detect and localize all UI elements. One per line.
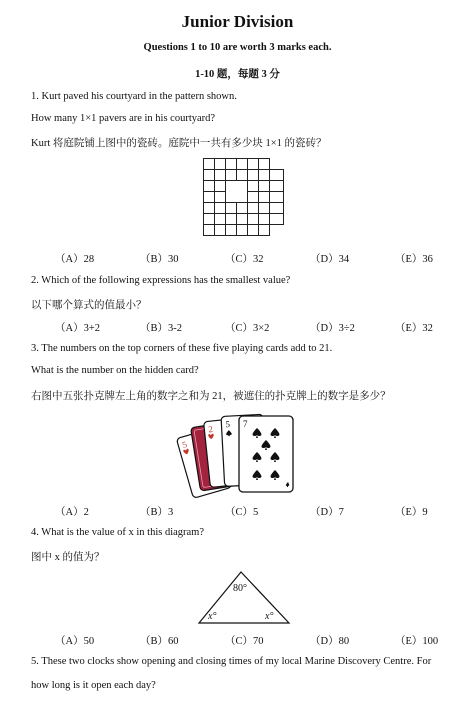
- angle-right-label: x°: [265, 611, 274, 622]
- q3-option-d[interactable]: （D）7: [310, 507, 344, 518]
- q1-text-line-1: 1. Kurt paved his courtyard in the pattern shown.: [31, 91, 237, 102]
- q4-option-e[interactable]: （E）100: [395, 636, 439, 647]
- card-3-value: 5: [225, 419, 231, 430]
- q4-option-c[interactable]: （C）70: [225, 636, 264, 647]
- q3-text-line-1: 3. The numbers on the top corners of these five playing cards add to 21.: [31, 343, 333, 354]
- triangle-diagram: [195, 570, 295, 628]
- angle-left-label: x°: [208, 611, 217, 622]
- q1-option-d[interactable]: （D）34: [310, 254, 350, 265]
- q3-option-c[interactable]: （C）5: [225, 507, 259, 518]
- q1-option-e[interactable]: （E）36: [395, 254, 433, 265]
- q3-option-b[interactable]: （B）3: [140, 507, 174, 518]
- q4-option-d[interactable]: （D）80: [310, 636, 350, 647]
- q4-text-line-2: 图中 x 的值为？: [31, 552, 105, 563]
- q1-option-c[interactable]: （C）32: [225, 254, 264, 265]
- q1-option-b[interactable]: （B）30: [140, 254, 179, 265]
- q2-option-d[interactable]: （D）3÷2: [310, 323, 355, 334]
- q5-text-line-1: 5. These two clocks show opening and closing times of my local Marine Discovery Centre. For: [31, 656, 432, 667]
- q3-option-e[interactable]: （E）9: [395, 507, 428, 518]
- marks-note-cn: 1-10 题，每题 3 分: [195, 69, 280, 80]
- q2-option-e[interactable]: （E）32: [395, 323, 433, 334]
- q3-text-line-2: What is the number on the hidden card?: [31, 365, 199, 376]
- q5-text-line-2: how long is it open each day?: [31, 680, 156, 691]
- q4-option-b[interactable]: （B）60: [140, 636, 179, 647]
- q1-text-line-3: Kurt 将庭院铺上图中的瓷砖。庭院中一共有多少块 1×1 的瓷砖？: [31, 138, 327, 149]
- playing-cards-figure: [181, 410, 310, 500]
- q1-option-a[interactable]: （A）28: [55, 254, 95, 265]
- card-2-value: 2: [207, 423, 214, 435]
- q4-option-a[interactable]: （A）50: [55, 636, 95, 647]
- q3-option-a[interactable]: （A）2: [55, 507, 89, 518]
- q2-option-c[interactable]: （C）3×2: [225, 323, 270, 334]
- courtyard-paver-grid: [195, 158, 285, 238]
- q2-option-b[interactable]: （B）3-2: [140, 323, 182, 334]
- q2-text-line-1: 2. Which of the following expressions has the smallest value?: [31, 275, 291, 286]
- q2-text-line-2: 以下哪个算式的值最小？: [31, 300, 147, 311]
- q4-text-line-1: 4. What is the value of x in this diagram?: [31, 527, 205, 538]
- q2-option-a[interactable]: （A）3+2: [55, 323, 101, 334]
- card-4: [239, 416, 293, 492]
- marks-note-en: Questions 1 to 10 are worth 3 marks each.: [143, 42, 332, 53]
- q3-text-line-3: 右图中五张扑克牌左上角的数字之和为 21，被遮住的扑克牌上的数字是多少？: [31, 391, 391, 402]
- page-title: Junior Division: [181, 12, 294, 31]
- angle-top-label: 80°: [233, 583, 247, 594]
- card-4-value: 7: [243, 419, 248, 429]
- q1-text-line-2: How many 1×1 pavers are in his courtyard?: [31, 113, 216, 124]
- card-1-value: 5: [181, 439, 189, 451]
